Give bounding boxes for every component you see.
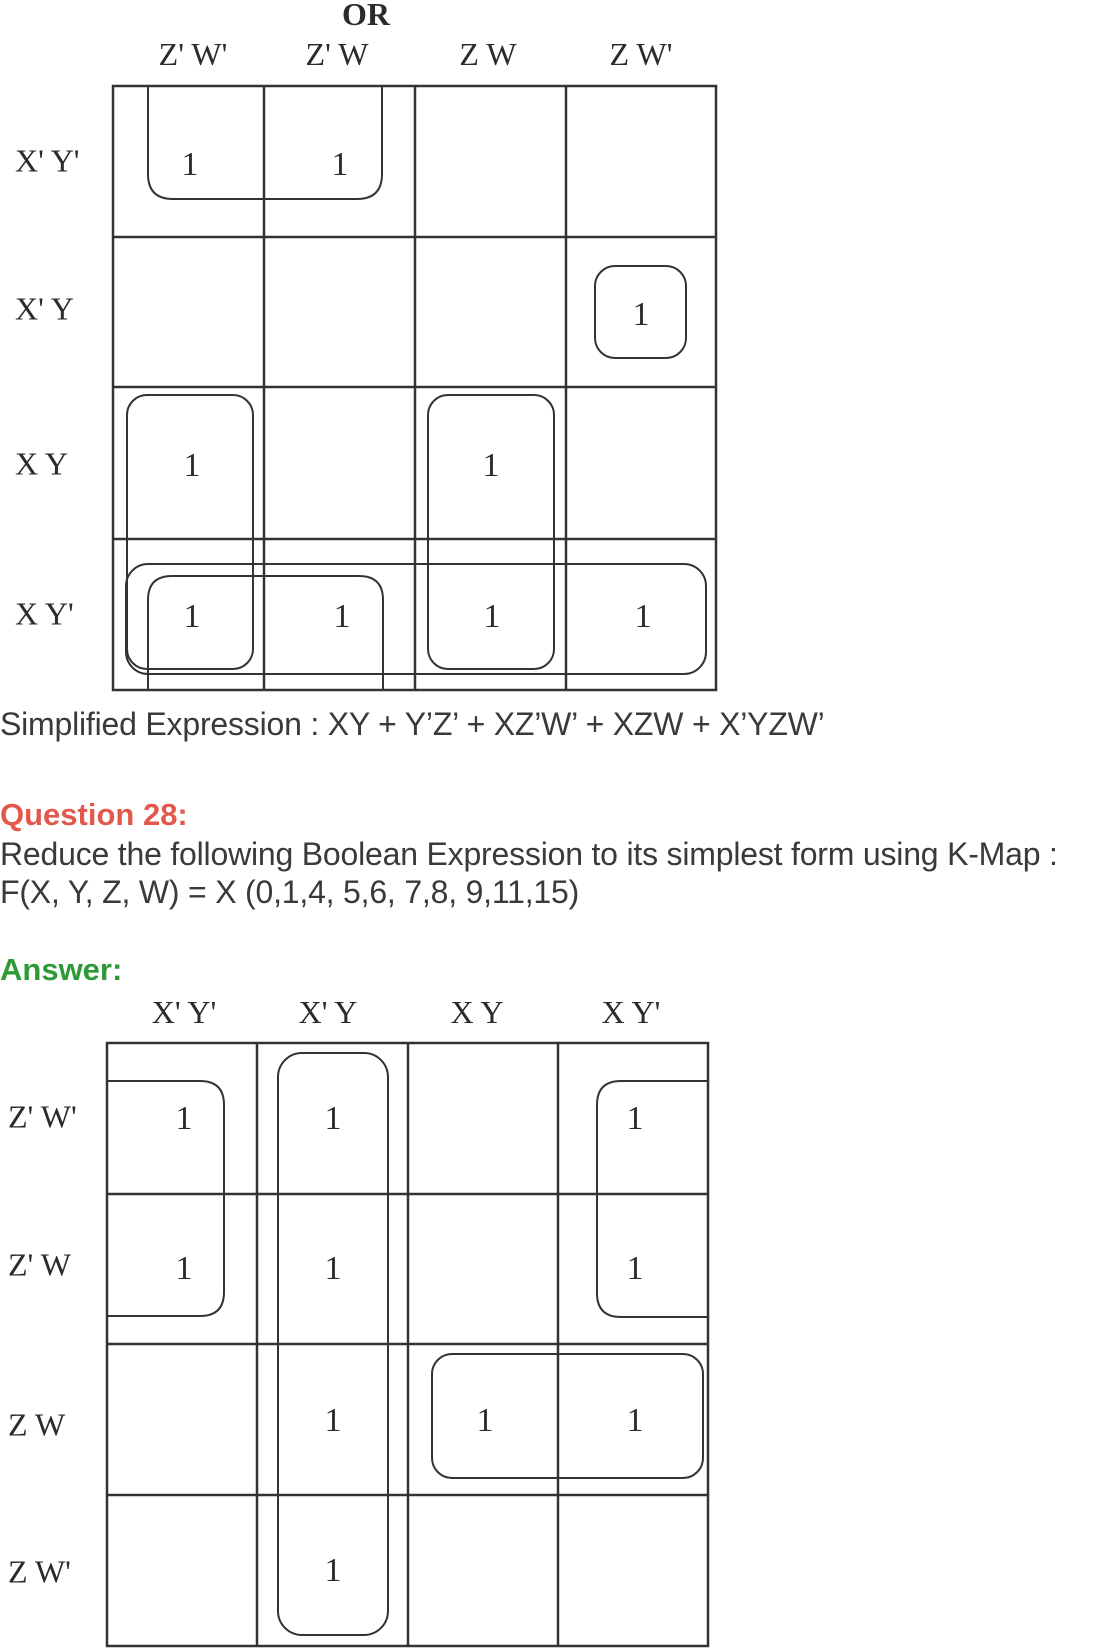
kmap2-cell-0-1: 1 bbox=[324, 1100, 342, 1137]
kmap2-col-label-1: X' Y bbox=[298, 994, 358, 1030]
kmap2-col-label-2: X Y bbox=[450, 994, 504, 1030]
kmap1-col-label-3: Z W' bbox=[609, 36, 673, 72]
group-outline bbox=[432, 1354, 703, 1478]
kmap1-cell-0-0: 1 bbox=[181, 146, 199, 183]
kmap2-grid bbox=[0, 1030, 1115, 1651]
kmap1-cell-0-1: 1 bbox=[331, 146, 349, 183]
kmap1-grid-lines bbox=[113, 86, 716, 690]
kmap2-row-label-3: Z W' bbox=[8, 1553, 71, 1590]
or-label: OR bbox=[342, 0, 390, 32]
kmap1-col-label-0: Z' W' bbox=[158, 36, 228, 72]
kmap1-cell-1-3: 1 bbox=[632, 296, 650, 333]
kmap1-cell-3-1: 1 bbox=[333, 598, 351, 635]
kmap2-cell-1-1: 1 bbox=[324, 1250, 342, 1287]
kmap2-grid-lines bbox=[107, 1043, 708, 1646]
kmap2-row-label-2: Z W bbox=[8, 1406, 66, 1443]
kmap2-cell-2-3: 1 bbox=[626, 1402, 644, 1439]
group-outline bbox=[107, 1081, 224, 1316]
group-outline bbox=[597, 1081, 708, 1317]
kmap2-cell-1-3: 1 bbox=[626, 1250, 644, 1287]
kmap1-row-label-2: X Y bbox=[15, 445, 69, 482]
kmap2-row-label-0: Z' W' bbox=[8, 1098, 77, 1135]
kmap2-cell-1-0: 1 bbox=[175, 1250, 193, 1287]
kmap1-row-label-1: X' Y bbox=[15, 290, 74, 327]
kmap1-cell-2-2: 1 bbox=[482, 447, 500, 484]
kmap1-row-label-3: X Y' bbox=[15, 595, 74, 632]
kmap1-col-label-2: Z W bbox=[459, 36, 517, 72]
answer-title: Answer: bbox=[0, 952, 123, 987]
kmap1-cell-3-0: 1 bbox=[183, 598, 201, 635]
kmap1-cell-3-2: 1 bbox=[483, 598, 501, 635]
kmap1-row-label-0: X' Y' bbox=[15, 142, 80, 179]
kmap2-col-label-3: X Y' bbox=[601, 994, 661, 1030]
kmap1-grid bbox=[0, 0, 1115, 700]
kmap1-col-label-1: Z' W bbox=[305, 36, 369, 72]
kmap2-cell-0-0: 1 bbox=[175, 1100, 193, 1137]
simplified-expression: Simplified Expression : XY + Y’Z’ + XZ’W’ + XZW + X’YZW’ bbox=[0, 706, 825, 742]
question-title: Question 28: bbox=[0, 797, 188, 832]
kmap2-cell-0-3: 1 bbox=[626, 1100, 644, 1137]
kmap1-cell-3-3: 1 bbox=[634, 598, 652, 635]
question-text-line1: Reduce the following Boolean Expression to its simplest form using K-Map : bbox=[0, 836, 1058, 872]
kmap2-cell-2-2: 1 bbox=[476, 1402, 494, 1439]
question-text-line2: F(X, Y, Z, W) = Χ (0,1,4, 5,6, 7,8, 9,11,15) bbox=[0, 874, 580, 910]
kmap1-cell-2-0: 1 bbox=[183, 447, 201, 484]
kmap2-cell-3-1: 1 bbox=[324, 1552, 342, 1589]
kmap2-cell-2-1: 1 bbox=[324, 1402, 342, 1439]
kmap2-row-label-1: Z' W bbox=[8, 1246, 71, 1283]
kmap2-col-label-0: X' Y' bbox=[151, 994, 217, 1030]
